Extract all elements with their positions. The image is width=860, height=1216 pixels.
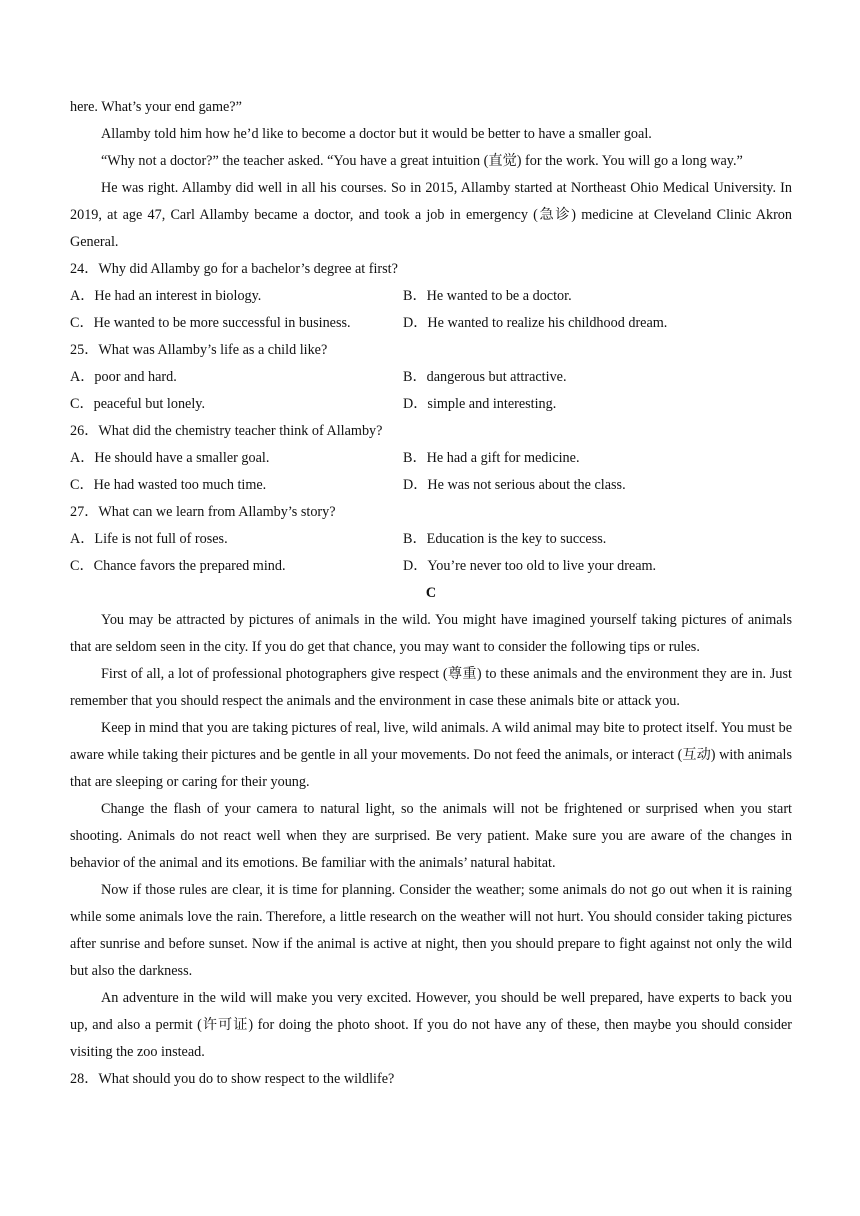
section-c-paragraph: Now if those rules are clear, it is time for planning. Consider the weather; some animals do not go out when it is raining while some animals love the rain. Therefore, a little research on the weather will not hurt. You should consider taking pictures after sunrise and before sunset. Now if the animal is active at night, then you should prepare to fight against not only the wild but also the darkness. [70,882,792,979]
question-27-option-c: C．Chance favors the prepared mind. [70,558,286,574]
question-27-option-b: B．Education is the key to success. [403,531,607,547]
question-27-stem: 27．What can we learn from Allamby’s story? [70,504,336,520]
question-26-stem: 26．What did the chemistry teacher think of Allamby? [70,423,383,439]
question-26-option-c: C．He had wasted too much time. [70,477,267,493]
question-24-options-row-2 [70,310,792,337]
question-26-options-row-2 [70,472,792,499]
question-26-option-d: D．He was not serious about the class. [403,477,626,493]
section-c-paragraph: Change the flash of your camera to natural light, so the animals will not be frightened or surprised when you start shooting. Animals do not react well when they are surprised. Be very patient. Make sure you are aware of the changes in behavior of the animal and its emotions. Be familiar with the animals’ natural habitat. [70,801,792,871]
passage-b-paragraph: “Why not a doctor?” the teacher asked. “You have a great intuition (直觉) for the work. You will go a long way.” [101,153,743,169]
question-25-options-row-2 [70,391,792,418]
question-27-options-row-1 [70,526,792,553]
question-25-option-b: B．dangerous but attractive. [403,369,567,385]
question-25-option-c: C．peaceful but lonely. [70,396,206,412]
question-24-stem: 24．Why did Allamby go for a bachelor’s degree at first? [70,261,398,277]
question-26-options-row-1 [70,445,792,472]
passage-b-paragraph: He was right. Allamby did well in all his courses. So in 2015, Allamby started at Northeast Ohio Medical University. In 2019, at age 47, Carl Allamby became a doctor, and took a job in emergency (急诊) medicine at Cleveland Clinic Akron General. [70,180,792,250]
question-24-option-c: C．He wanted to be more successful in business. [70,315,351,331]
section-c-paragraph: Keep in mind that you are taking pictures of real, live, wild animals. A wild animal may bite to protect itself. You must be aware while taking their pictures and be gentle in all your movements. Do not feed the animals, or interact (互动) with animals that are sleeping or caring for their young. [70,720,792,790]
passage-b-line: here. What’s your end game?” [70,99,242,115]
question-24-option-b: B．He wanted to be a doctor. [403,288,572,304]
question-25-option-d: D．simple and interesting. [403,396,557,412]
section-c-paragraph: First of all, a lot of professional photographers give respect (尊重) to these animals and the environment they are in. Just remember that you should respect the animals and the environment in case these animals bite or attack you. [70,666,792,709]
question-26-option-a: A．He should have a smaller goal. [70,450,270,466]
question-25-option-a: A．poor and hard. [70,369,177,385]
question-25-stem: 25．What was Allamby’s life as a child like? [70,342,328,358]
passage-b-paragraph: Allamby told him how he’d like to become a doctor but it would be better to have a smaller goal. [101,126,652,142]
section-c-heading: C [425,585,437,601]
question-24-option-d: D．He wanted to realize his childhood dream. [403,315,668,331]
question-24-options-row-1 [70,283,792,310]
page-content [70,94,792,1093]
section-c-paragraph: You may be attracted by pictures of animals in the wild. You might have imagined yourself taking pictures of animals that are seldom seen in the city. If you do get that chance, you may want to consider the following tips or rules. [70,612,792,655]
question-26-option-b: B．He had a gift for medicine. [403,450,580,466]
question-28-stem: 28．What should you do to show respect to the wildlife? [70,1071,395,1087]
question-27-options-row-2 [70,553,792,580]
question-24-option-a: A．He had an interest in biology. [70,288,262,304]
section-c-paragraph: An adventure in the wild will make you very excited. However, you should be well prepared, have experts to back you up, and also a permit (许可证) for doing the photo shoot. If you do not have any of these, then maybe you should consider visiting the zoo instead. [70,990,792,1060]
question-27-option-a: A．Life is not full of roses. [70,531,228,547]
question-25-options-row-1 [70,364,792,391]
question-27-option-d: D．You’re never too old to live your dream. [403,558,657,574]
